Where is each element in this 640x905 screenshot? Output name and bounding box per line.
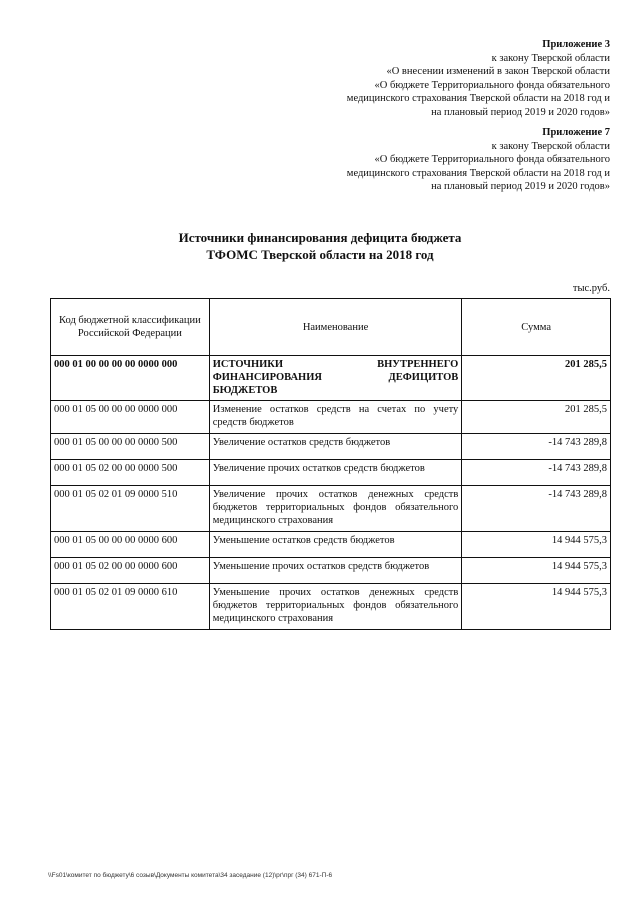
row-code: 000 01 05 02 00 00 0000 600 (51, 558, 210, 584)
row-sum: 201 285,5 (462, 356, 611, 401)
row-sum: 14 944 575,3 (462, 532, 611, 558)
table-row (51, 434, 611, 460)
row-name: Уменьшение прочих остатков средств бюджетов (209, 558, 462, 584)
appendix-7-line: «О бюджете Территориального фонда обязательного (374, 154, 610, 165)
appendix-3-line: к закону Тверской области (491, 52, 610, 64)
appendix-7-header (347, 126, 610, 194)
row-sum: -14 743 289,8 (462, 460, 611, 486)
table-header-row (51, 299, 611, 356)
table-row (51, 401, 611, 434)
appendix-3-header (347, 38, 610, 119)
table-row (51, 532, 611, 558)
row-name: Увеличение прочих остатков денежных средств бюджетов территориальных фондов обязательного медицинского страхования (209, 486, 462, 532)
row-code: 000 01 05 00 00 00 0000 000 (51, 401, 210, 434)
appendix-7-title: Приложение 7 (542, 127, 610, 138)
row-sum: -14 743 289,8 (462, 486, 611, 532)
appendix-7-line: на плановый период 2019 и 2020 годов» (431, 181, 610, 192)
row-name: Увеличение остатков средств бюджетов (209, 434, 462, 460)
title-line-2: ТФОМС Тверской области на 2018 год (206, 247, 434, 262)
appendix-3-line: на плановый период 2019 и 2020 годов» (431, 106, 610, 118)
row-sum: 201 285,5 (462, 401, 611, 434)
row-name: Уменьшение остатков средств бюджетов (209, 532, 462, 558)
title-line-1: Источники финансирования дефицита бюджета (178, 230, 462, 245)
row-code: 000 01 00 00 00 00 0000 000 (51, 356, 210, 401)
appendix-3-line: «О бюджете Территориального фонда обязательного (374, 79, 610, 91)
table-row (51, 558, 611, 584)
row-name: Изменение остатков средств на счетах по учету средств бюджетов (209, 401, 462, 434)
header-name: Наименование (209, 299, 462, 356)
row-sum: 14 944 575,3 (462, 558, 611, 584)
row-code: 000 01 05 02 01 09 0000 610 (51, 584, 210, 630)
row-code: 000 01 05 00 00 00 0000 500 (51, 434, 210, 460)
table-row (51, 460, 611, 486)
row-code: 000 01 05 02 01 09 0000 510 (51, 486, 210, 532)
appendix-3-line: «О внесении изменений в закон Тверской области (386, 66, 610, 77)
row-sum: 14 944 575,3 (462, 584, 611, 630)
row-name: Увеличение прочих остатков средств бюджетов (209, 460, 462, 486)
table-row (51, 486, 611, 532)
appendix-7-line: к закону Тверской области (491, 140, 610, 152)
appendix-7-line: медицинского страхования Тверской области на 2018 год и (346, 167, 610, 179)
appendix-3-title: Приложение 3 (542, 39, 610, 50)
units-label: тыс.руб. (572, 283, 610, 294)
table-row (51, 584, 611, 630)
header-sum: Сумма (462, 299, 611, 356)
file-path-footer: \\Fs01\комитет по бюджету\6 созыв\Документы комитета\34 заседание (12)\рг\прг (34) 671-П-6 (48, 872, 333, 879)
table-row (51, 356, 611, 401)
financing-sources-table (50, 298, 611, 630)
appendix-3-line: медицинского страхования Тверской области на 2018 год и (346, 93, 610, 104)
document-title (0, 229, 640, 263)
row-code: 000 01 05 00 00 00 0000 600 (51, 532, 210, 558)
row-name: ИСТОЧНИКИ ВНУТРЕННЕГО ФИНАНСИРОВАНИЯ ДЕФИЦИТОВ БЮДЖЕТОВ (209, 356, 462, 401)
row-code: 000 01 05 02 00 00 0000 500 (51, 460, 210, 486)
row-name: Уменьшение прочих остатков денежных средств бюджетов территориальных фондов обязательного медицинского страхования (209, 584, 462, 630)
row-sum: -14 743 289,8 (462, 434, 611, 460)
header-code: Код бюджетной классификации Российской Федерации (51, 299, 210, 356)
